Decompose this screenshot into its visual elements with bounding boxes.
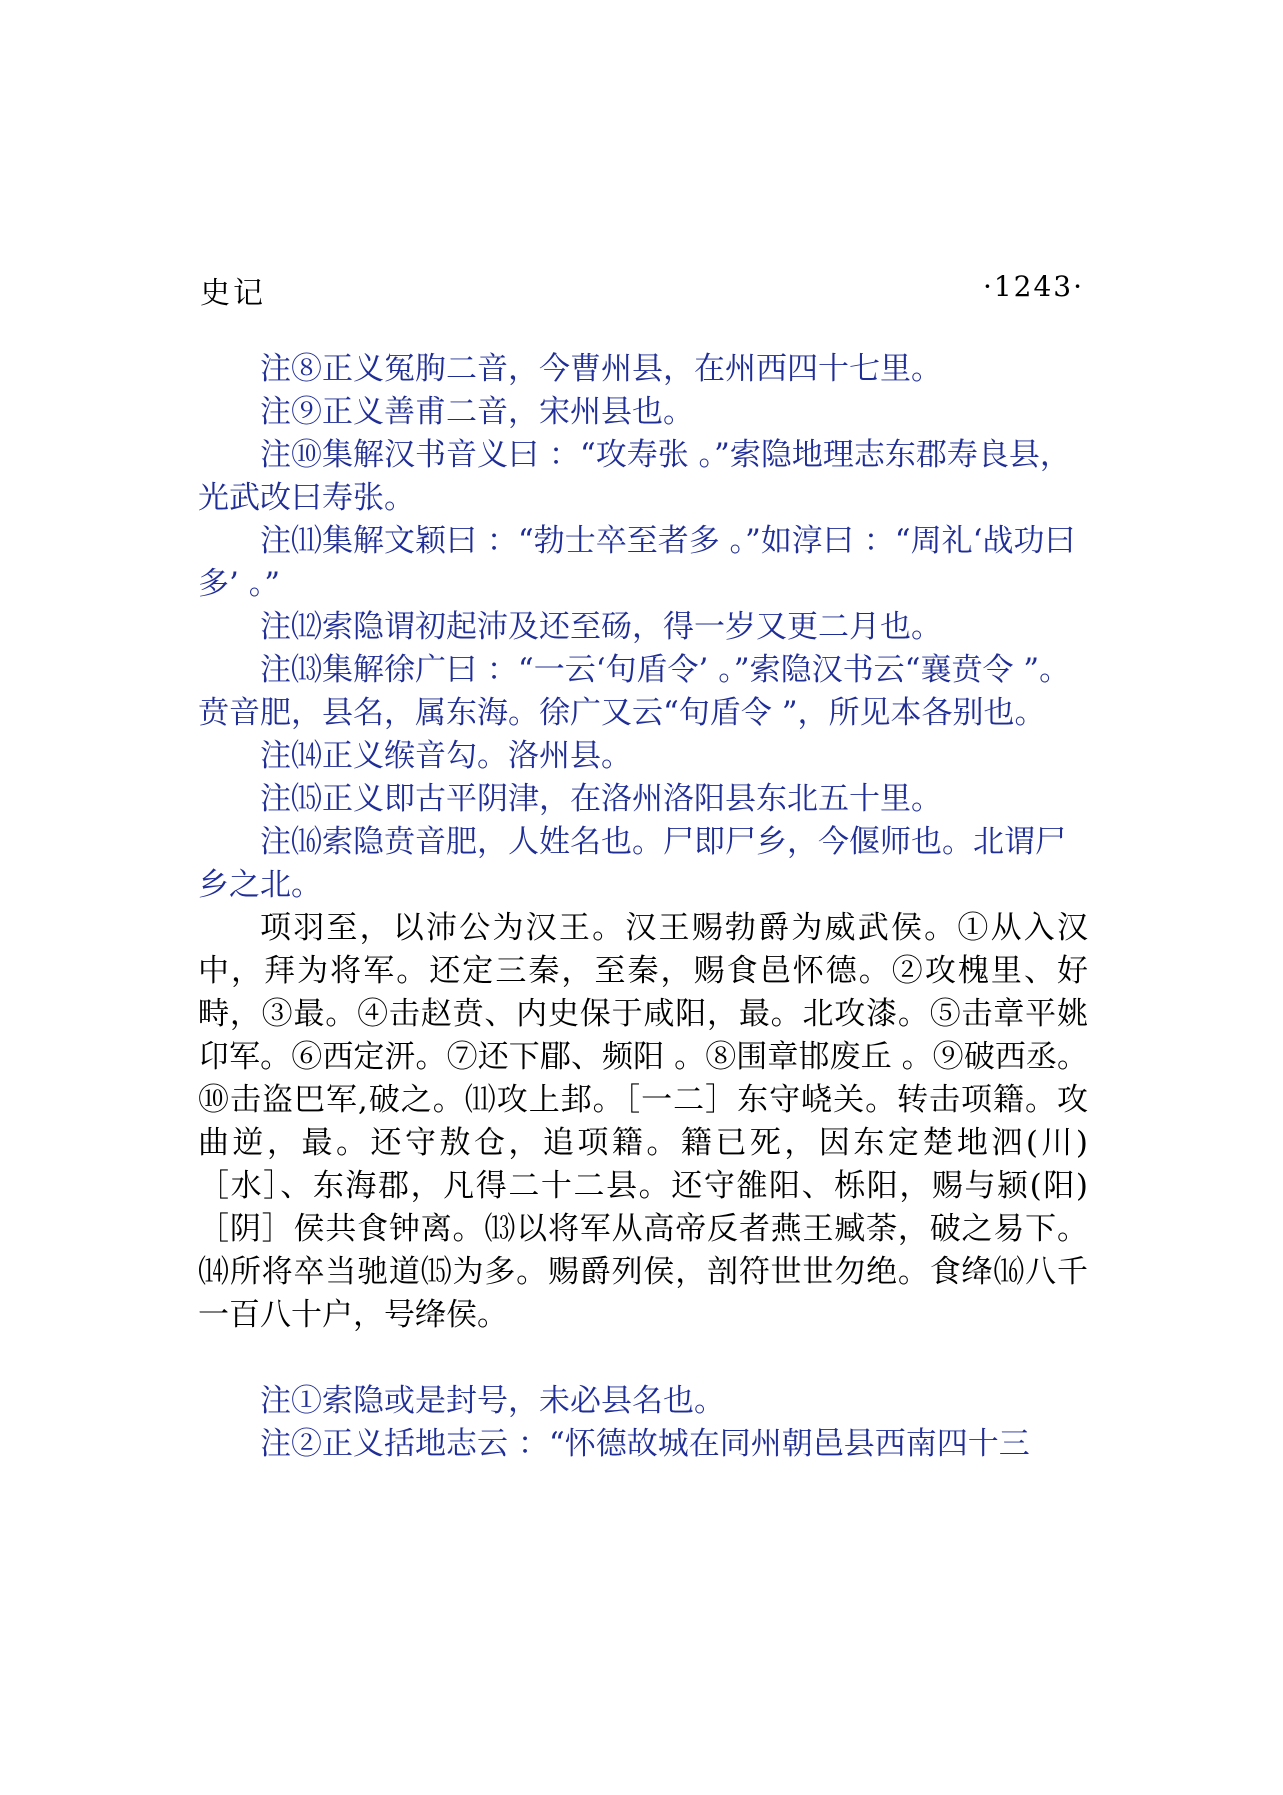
body-text — [198, 348, 1088, 1466]
main-paragraph: 项羽至，以沛公为汉王。汉王赐勃爵为威武侯。①从入汉中，拜为将军。还定三秦，至秦，赐食邑怀德。②攻槐里、好畤，③最。④击赵贲、内史保于咸阳，最。北攻漆。⑤击章平姚卬军。⑥西定汧。⑦还下郿、频阳 。⑧围章邯废丘 。⑨破西丞。⑩击盗巴军,破之。⑾攻上邽。［一二］东守峣关。转击项籍。攻曲逆，最。还守敖仓，追项籍。籍已死，因东定楚地泗(川)［水］、东海郡，凡得二十二县。还守雒阳、栎阳，赐与颍(阳)［阴］侯共食钟离。⒀以将军从高帝反者燕王臧荼，破之易下。⒁所将卒当驰道⒂为多。赐爵列侯，剖符世世勿绝。食绛⒃八千一百八十户，号绛侯。 — [198, 910, 1088, 1333]
annotation-note: 注⒀集解徐广曰 ：“一云‘句盾令’ 。”索隐汉书云“襄贲令 ”。贲音肥，县名，属东海。徐广又云“句盾令 ”，所见本各别也。 — [198, 652, 1071, 731]
section-gap — [198, 1337, 1088, 1380]
annotation-note: 注⑨正义善甫二音，宋州县也。 — [260, 394, 694, 430]
annotation-note: 注⒁正义缑音勾。洛州县。 — [260, 738, 632, 774]
annotation-note: 注⑿索隐谓初起沛及还至砀，得一岁又更二月也。 — [260, 609, 942, 645]
annotation-note: 注⒂正义即古平阴津，在洛州洛阳县东北五十里。 — [260, 781, 942, 817]
annotation-note: 注⑾集解文颖曰 ：“勃士卒至者多 。”如淳曰 ：“周礼‘战功曰多’ 。” — [198, 523, 1076, 602]
annotation-note: 注⒃索隐贲音肥，人姓名也。尸即尸乡，今偃师也。北谓尸乡之北。 — [198, 824, 1066, 903]
annotation-note: 注①索隐或是封号，未必县名也。 — [260, 1383, 725, 1419]
page-number: ·1243· — [982, 270, 1084, 303]
annotation-note: 注②正义括地志云 ：“怀德故城在同州朝邑县西南四十三 — [260, 1426, 1030, 1462]
book-title: 史记 — [200, 276, 266, 311]
annotation-note: 注⑧正义冤朐二音，今曹州县，在州西四十七里。 — [260, 351, 942, 387]
annotation-note: 注⑩集解汉书音义曰 ：“攻寿张 。”索隐地理志东郡寿良县，光武改曰寿张。 — [198, 437, 1071, 516]
